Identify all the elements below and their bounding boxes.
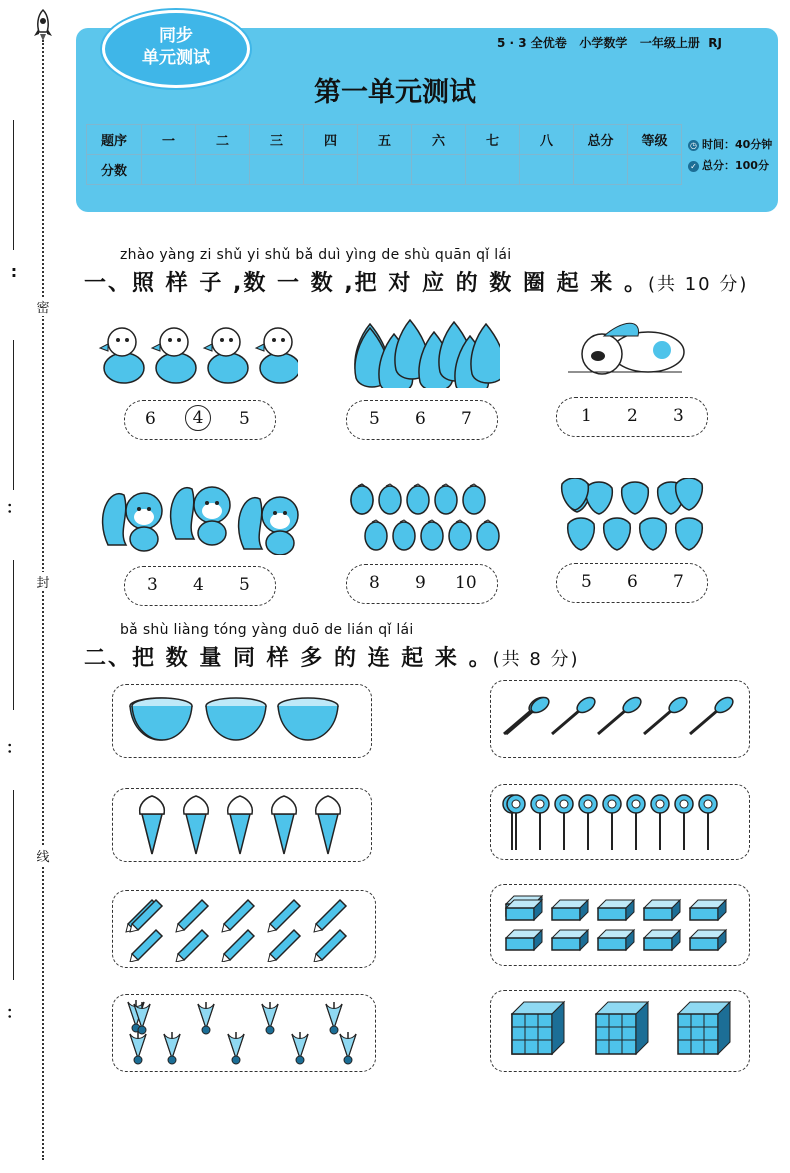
score-cell[interactable] xyxy=(142,155,196,185)
total-info: ✓ 总分：100分 xyxy=(688,157,769,173)
pear-options xyxy=(346,400,498,440)
score-table xyxy=(86,124,682,185)
col-header: 七 xyxy=(466,125,520,155)
grade-colon: ： xyxy=(5,738,22,757)
col-header: 总分 xyxy=(574,125,628,155)
dog-picture xyxy=(562,310,692,382)
score-cell[interactable] xyxy=(574,155,628,185)
option-number[interactable]: 5 xyxy=(239,575,250,595)
option-number[interactable]: 1 xyxy=(581,406,592,426)
name-colon: : xyxy=(10,262,18,281)
score-cell[interactable] xyxy=(628,155,682,185)
col-header: 六 xyxy=(412,125,466,155)
score-cell[interactable] xyxy=(358,155,412,185)
col-header: 二 xyxy=(196,125,250,155)
squirrel-options xyxy=(124,566,276,606)
pear-picture xyxy=(350,316,500,388)
duck-picture xyxy=(98,318,298,390)
book-info xyxy=(497,34,722,51)
seal-label: 密 xyxy=(35,297,51,316)
col-header: 八 xyxy=(520,125,574,155)
subject: 小学数学 xyxy=(579,36,628,50)
clock-icon: ◷ xyxy=(688,140,699,151)
col-header: 三 xyxy=(250,125,304,155)
option-number[interactable]: 9 xyxy=(415,573,426,593)
series-name: 5 · 3 全优卷 xyxy=(497,36,567,50)
rocket-icon xyxy=(30,8,56,42)
score-cell[interactable] xyxy=(196,155,250,185)
score-cell[interactable] xyxy=(304,155,358,185)
plum-options xyxy=(346,564,498,604)
grade: 一年级上册 xyxy=(639,36,700,50)
col-header: 四 xyxy=(304,125,358,155)
line-label: 线 xyxy=(35,846,51,865)
score-row-label: 题序 xyxy=(87,125,142,155)
page-title: 第一单元测试 xyxy=(314,77,476,108)
name-blank[interactable] xyxy=(13,120,14,250)
class-colon: ： xyxy=(5,498,22,517)
check-icon: ✓ xyxy=(688,161,699,172)
q2-pinyin: bǎ shù liàng tóng yàng duō de lián qǐ lái xyxy=(120,622,414,638)
score-cell[interactable] xyxy=(250,155,304,185)
dog-options xyxy=(556,397,708,437)
score-row-label: 分数 xyxy=(87,155,142,185)
eraser-picture xyxy=(504,892,740,958)
edition: RJ xyxy=(708,36,722,50)
option-number[interactable]: 7 xyxy=(673,572,684,592)
pencil-picture xyxy=(124,894,364,962)
option-number[interactable]: 5 xyxy=(239,409,250,429)
col-header: 等级 xyxy=(628,125,682,155)
plum-picture xyxy=(348,482,508,556)
strawberry-options xyxy=(556,563,708,603)
option-number[interactable]: 10 xyxy=(455,573,477,593)
option-number[interactable]: 3 xyxy=(673,406,684,426)
option-number[interactable]: 6 xyxy=(145,409,156,429)
lollipop-picture xyxy=(500,792,740,854)
q2-title: 二、把 数 量 同 样 多 的 连 起 来 。(共 8 分) xyxy=(84,646,580,671)
bowl-picture xyxy=(128,694,348,748)
score-cell[interactable] xyxy=(520,155,574,185)
option-number[interactable]: 5 xyxy=(581,572,592,592)
circled-number[interactable]: 4 xyxy=(185,405,211,431)
col-header: 一 xyxy=(142,125,196,155)
grade-blank[interactable] xyxy=(13,560,14,710)
option-number[interactable]: 6 xyxy=(415,409,426,429)
strawberry-picture xyxy=(560,478,710,558)
class-blank[interactable] xyxy=(13,340,14,490)
time-info: ◷ 时间：40分钟 xyxy=(690,138,773,151)
option-number[interactable]: 7 xyxy=(461,409,472,429)
option-number[interactable]: 8 xyxy=(369,573,380,593)
school-blank[interactable] xyxy=(13,790,14,980)
q1-pinyin: zhào yàng zi shǔ yi shǔ bǎ duì yìng de shù quān qǐ lái xyxy=(120,247,512,263)
option-number[interactable]: 4 xyxy=(193,575,204,595)
option-number[interactable]: 5 xyxy=(369,409,380,429)
spoon-picture xyxy=(500,696,740,740)
shuttlecock-picture xyxy=(124,998,364,1066)
option-number[interactable]: 2 xyxy=(627,406,638,426)
score-cell[interactable] xyxy=(466,155,520,185)
duck-options xyxy=(124,400,276,440)
cube-picture xyxy=(508,998,738,1062)
option-number[interactable]: 6 xyxy=(627,572,638,592)
option-number[interactable]: 3 xyxy=(147,575,158,595)
squirrel-picture xyxy=(100,475,300,555)
ice-cream-picture xyxy=(136,794,356,856)
q1-title: 一、照 样 子 ,数 一 数 ,把 对 应 的 数 圈 起 来 。(共 10 分) xyxy=(84,271,749,296)
fold-label: 封 xyxy=(35,572,51,591)
school-colon: ： xyxy=(5,1003,22,1022)
unit-test-badge: 同步 单元测试 xyxy=(102,10,250,88)
col-header: 五 xyxy=(358,125,412,155)
score-cell[interactable] xyxy=(412,155,466,185)
fold-dotted-line xyxy=(42,40,44,1160)
